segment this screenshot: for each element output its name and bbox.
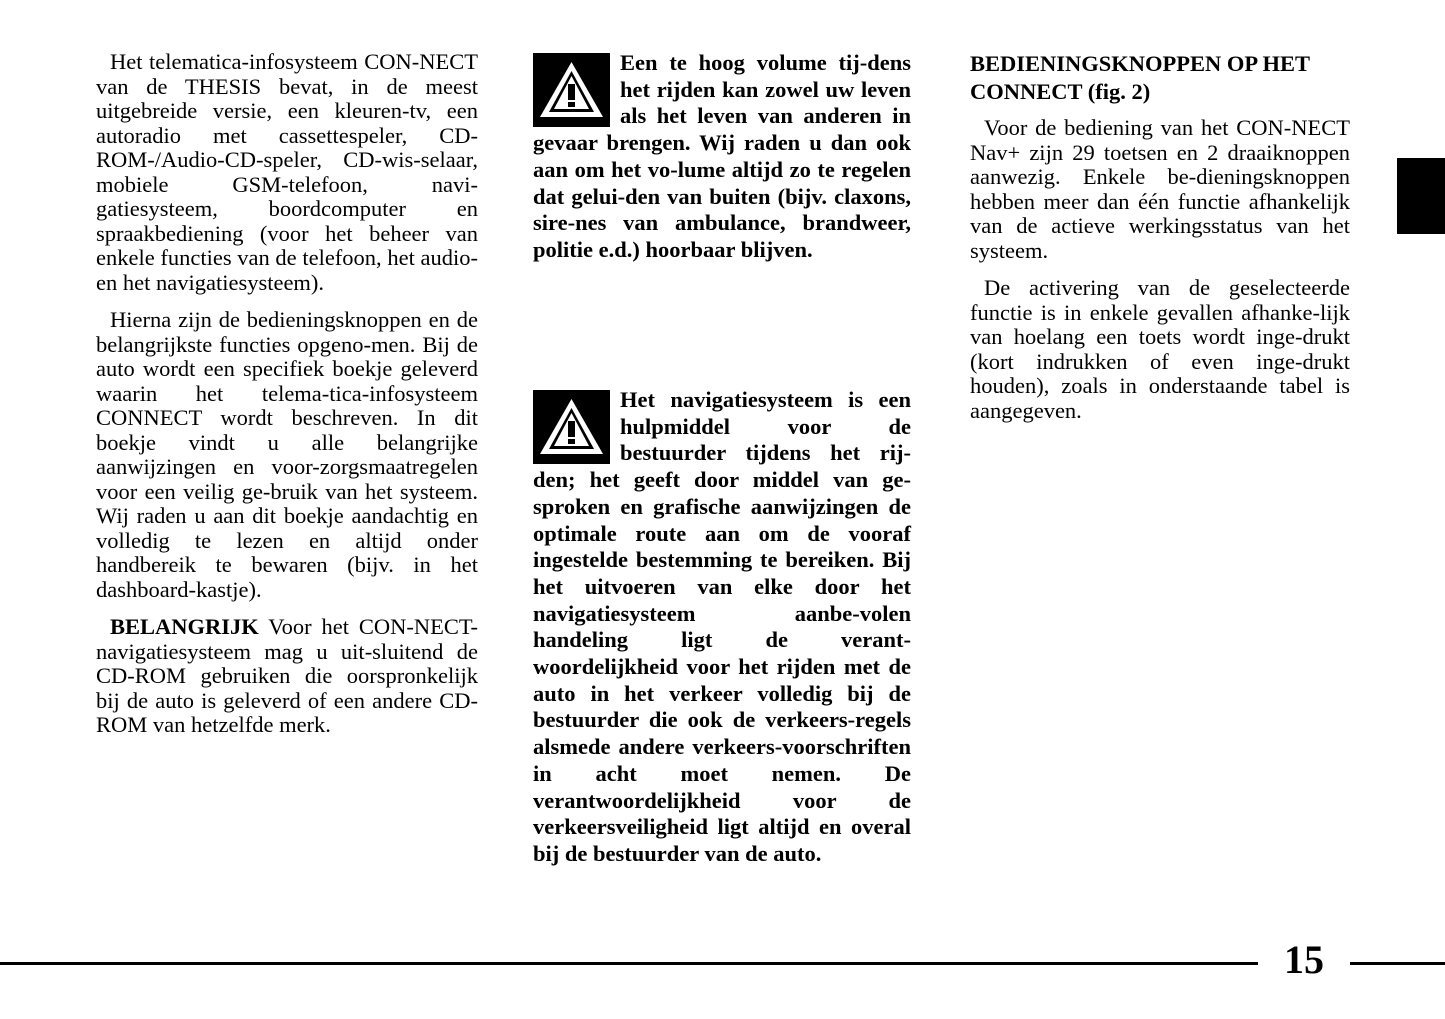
booklet-paragraph: Hierna zijn de bedieningsknoppen en de belangrijkste functies opgeno-men. Bij de auto wordt een specifiek boekje geleverd waarin het telema-tica-infosysteem CONNECT wordt beschreven. In dit boekje vindt u alle belangrijke aanwijzingen en voor-zorgsmaatregelen voor een veilig ge-bruik van het systeem. Wij raden u aan dit boekje aandachtig en volledig te lezen en altijd onder handbereik te bewaren (bijv. in het dashboard-kastje). <box>96 307 478 602</box>
controls-paragraph: Voor de bediening van het CON-NECT Nav+ zijn 29 toetsen en 2 draaiknoppen aanwezig. Enkele be-dieningsknoppen hebben meer dan één functie afhankelijk van de actieve werkingsstatus van het systeem. <box>970 115 1350 263</box>
activation-paragraph: De activering van de geselecteerde functie is in enkele gevallen afhanke-lijk van hoelang een toets wordt inge-drukt (kort indrukken of even inge-drukt houden), zoals in onderstaande tabel is aangegeven. <box>970 275 1350 423</box>
navigation-warning-text: Het navigatiesysteem is een hulpmiddel voor de bestuurder tijdens het rij-den; het geeft door middel van ge-sproken en grafische aanwijzingen de optimale route aan om de vooraf ingestelde bestemming te bereiken. Bij het uitvoeren van elke door het navigatiesysteem aanbe-volen handeling ligt de verant-woordelijkheid voor het rijden met de auto in het verkeer volledig bij de bestuurder die ook de verkeers-regels alsmede andere verkeers-voorschriften in acht moet nemen. De verantwoordelijkheid voor de verkeersveiligheid ligt altijd en overal bij de bestuurder van de auto. <box>533 387 911 866</box>
important-label: BELANGRIJK <box>110 614 259 639</box>
column-right <box>970 50 1350 436</box>
volume-warning <box>533 50 911 264</box>
column-left <box>96 50 478 751</box>
section-heading: BEDIENINGSKNOPPEN OP HET CONNECT (fig. 2) <box>970 51 1310 104</box>
page-number: 15 <box>1284 937 1324 982</box>
important-text: Voor het CON-NECT-navigatiesysteem mag u uit-sluitend de CD-ROM gebruiken die oorspronkelijk bij de auto is geleverd of een andere CD-ROM van hetzelfde merk. <box>96 614 478 737</box>
warning-triangle-icon <box>533 390 610 464</box>
chapter-thumb-tab <box>1397 158 1445 234</box>
important-paragraph <box>96 615 478 738</box>
footer-rule-left <box>0 962 1258 965</box>
warning-triangle-icon <box>533 53 610 127</box>
volume-warning-text: Een te hoog volume tij-dens het rijden kan zowel uw leven als het leven van anderen in gevaar brengen. Wij raden u dan ook aan om het vo-lume altijd zo te regelen dat gelui-den van buiten (bijv. claxons, sire-nes van ambulance, brandweer, politie e.d.) hoorbaar blijven. <box>533 50 911 262</box>
navigation-warning <box>533 387 911 868</box>
intro-paragraph: Het telematica-infosysteem CON-NECT van de THESIS bevat, in de meest uitgebreide versie, een kleuren-tv, een autoradio met cassettespeler, CD-ROM-/Audio-CD-speler, CD-wis-selaar, mobiele GSM-telefoon, navi-gatiesysteem, boordcomputer en spraakbediening (voor het beheer van enkele functies van de telefoon, het audio- en het navigatiesysteem). <box>96 49 478 295</box>
footer-rule-right <box>1350 962 1445 965</box>
